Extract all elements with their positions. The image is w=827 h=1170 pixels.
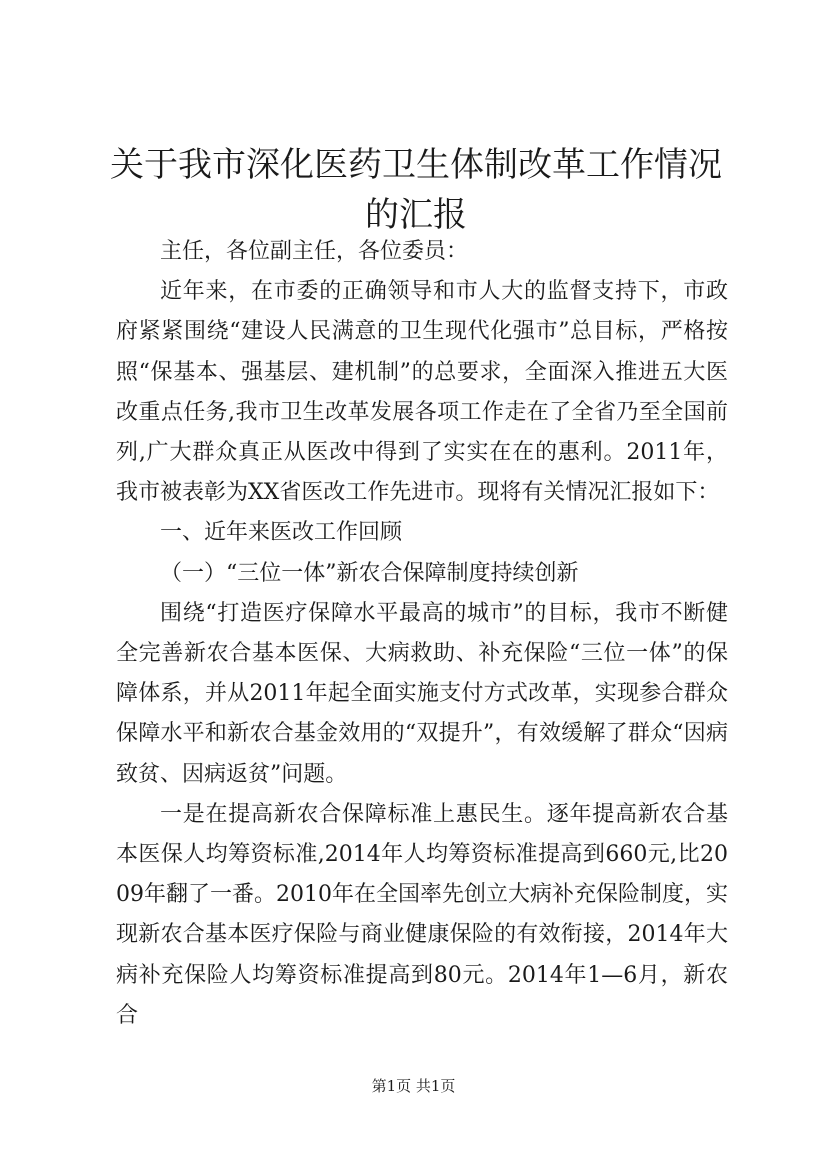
body-paragraph: 围绕“打造医疗保障水平最高的城市”的目标，我市不断健全完善新农合基本医保、大病救助、补充保险“三位一体”的保障体系，并从2011年起全面实施支付方式改革，实现参合群众保障水平和新农合基金效用的“双提升”，有效缓解了群众“因病致贫、因病返贫”问题。 — [116, 600, 728, 787]
section-heading: 一、近年来医改工作回顾 — [160, 520, 403, 546]
document-body — [116, 232, 728, 1036]
salutation-paragraph: 主任，各位副主任，各位委员： — [160, 239, 469, 264]
page-footer: 第1页 共1页 — [371, 1077, 456, 1095]
subsection-heading: （一）“三位一体”新农合保障制度持续创新 — [160, 560, 579, 586]
body-paragraph: 一是在提高新农合保障标准上惠民生。逐年提高新农合基本医保人均筹资标准,2014年人均筹资标准提高到660元,比2009年翻了一番。2010年在全国率先创立大病补充保险制度，实现新农合基本医疗保险与商业健康保险的有效衔接，2014年大病补充保险人均筹资标准提高到80元。2014年1—6月，新农合 — [116, 801, 728, 1028]
intro-paragraph: 近年来，在市委的正确领导和市人大的监督支持下，市政府紧紧围绕“建设人民满意的卫生现代化强市”总目标，严格按照“保基本、强基层、建机制”的总要求，全面深入推进五大医改重点任务,我市卫生改革发展各项工作走在了全省乃至全国前列,广大群众真正从医改中得到了实实在在的惠利。2011年，我市被表彰为XX省医改工作先进市。现将有关情况汇报如下： — [116, 279, 728, 506]
document-title: 关于我市深化医药卫生体制改革工作情况的汇报 — [110, 145, 722, 235]
